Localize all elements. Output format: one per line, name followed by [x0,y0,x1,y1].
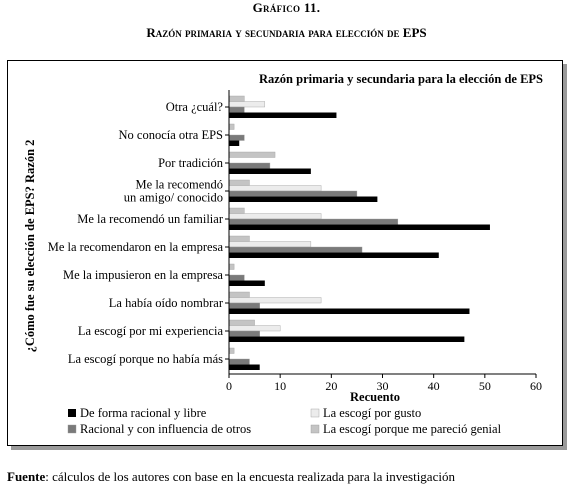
bar-3-4 [229,191,357,197]
category-label-1: Otra ¿cuál? [165,100,223,114]
category-label-7: Me la impusieron en la empresa [62,268,223,282]
bar-2-8 [229,298,321,304]
source-text: : cálculos de los autores con base en la encuesta realizada para la investigación [45,469,455,484]
bar-4-10 [229,365,260,371]
bar-1-2 [229,124,234,130]
category-label-10: La escogí porque no había más [67,352,223,366]
legend-label-1: De forma racional y libre [80,406,207,420]
bar-3-5 [229,219,398,225]
bar-1-7 [229,264,234,270]
bar-1-4 [229,180,249,186]
bar-chart [8,61,562,445]
bar-3-3 [229,163,270,169]
bar-2-4 [229,186,321,192]
x-tick-label-4: 30 [376,379,389,393]
figure-label: Gráfico 11. [252,0,321,15]
bar-4-4 [229,197,377,203]
x-tick-label-6: 50 [478,379,491,393]
legend-swatch-4 [311,425,319,433]
bar-3-7 [229,275,244,281]
bar-3-6 [229,247,362,253]
category-label-4: Me la recomendó un amigo/ conocido [123,177,223,205]
bar-1-8 [229,292,249,298]
x-tick-label-2: 10 [274,379,287,393]
bar-4-9 [229,337,464,343]
bar-1-5 [229,208,244,214]
bar-3-10 [229,359,249,365]
x-tick-label-1: 0 [226,379,232,393]
bar-3-1 [229,107,244,113]
bar-1-10 [229,348,234,354]
category-label-3: Por tradición [158,156,223,170]
bar-4-8 [229,309,469,315]
category-label-5: Me la recomendó un familiar [77,212,223,226]
chart-title: Razón primaria y secundaria para la elección de EPS [258,72,543,86]
source-note [7,469,455,485]
bar-1-6 [229,236,249,242]
bar-4-5 [229,225,490,231]
source-label: Fuente [7,469,46,484]
bar-1-3 [229,152,275,158]
bar-3-2 [229,135,244,141]
y-axis-label: ¿Cómo fue su elección de EPS? Razón 2 [23,139,37,353]
legend-swatch-1 [68,409,76,417]
bar-2-9 [229,326,280,332]
bar-1-1 [229,96,244,102]
bar-2-5 [229,214,321,220]
bar-4-7 [229,281,265,287]
x-tick-label-7: 60 [530,379,542,393]
bar-4-1 [229,113,336,119]
bar-2-1 [229,102,265,108]
chart-frame [7,60,563,446]
bar-3-9 [229,331,260,337]
category-label-9: La escogí por mi experiencia [77,324,223,338]
figure-subtitle: Razón primaria y secundaria para elección de EPS [146,25,427,40]
legend-label-2: La escogí por gusto [323,406,422,420]
bar-1-9 [229,320,255,326]
bar-4-2 [229,141,239,147]
category-label-8: La había oído nombrar [108,296,223,310]
bar-4-6 [229,253,439,259]
legend-swatch-3 [68,425,76,433]
bar-2-6 [229,242,311,248]
legend-swatch-2 [311,409,319,417]
category-label-6: Me la recomendaron en la empresa [47,240,223,254]
legend-label-4: La escogí porque me pareció genial [323,422,502,436]
bar-4-3 [229,169,311,175]
x-tick-label-5: 40 [427,379,440,393]
bar-3-8 [229,303,260,309]
legend-label-3: Racional y con influencia de otros [80,422,252,436]
x-tick-label-3: 20 [325,379,338,393]
category-label-2: No conocía otra EPS [118,128,223,142]
x-axis-label: Recuento [350,390,400,404]
